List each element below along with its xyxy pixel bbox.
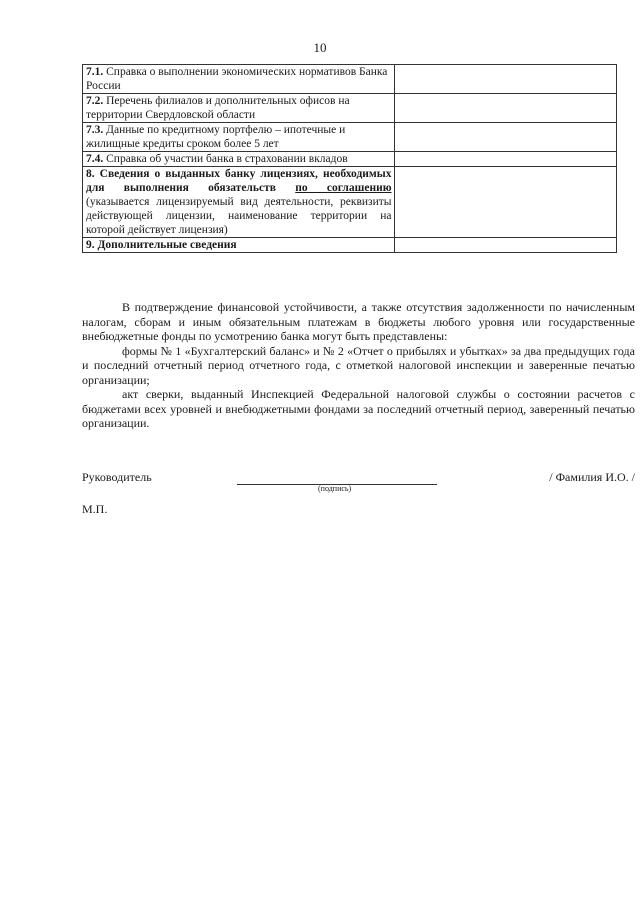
row-value-7-3 [395, 123, 617, 152]
row-number: 7.4. [86, 153, 104, 165]
table-row [83, 152, 617, 167]
signature-role: Руководитель [82, 470, 152, 484]
row-text: Справка об участии банка в страховании вкладов [103, 153, 348, 165]
financial-stability-text [82, 300, 635, 431]
row-label-7-3 [83, 123, 395, 152]
paragraph: формы № 1 «Бухгалтерский баланс» и № 2 «Отчет о прибылях и убытках» за два предыдущих года и последний отчетный период отчетного года, с отметкой налоговой инспекции и заверенные печатью организации; [82, 343, 635, 387]
stamp-place: М.П. [82, 502, 108, 516]
table-row [83, 65, 617, 94]
paragraph: В подтверждение финансовой устойчивости, а также отсутствия задолженности по начисленным налогам, сборам и иным обязательным платежам в бюджеты любого уровня или государственные внебюджетные фонды по усмотрению банка могут быть представлены: [82, 300, 635, 343]
row-8-bold-text: 8. Сведения о выданных банку лицензиях, необходимых для выполнения обязательств [86, 168, 392, 194]
row-value-7-4 [395, 152, 617, 167]
table-row [83, 94, 617, 123]
row-text: Справка о выполнении экономических нормативов Банка России [86, 66, 388, 92]
row-number: 7.2. [86, 95, 104, 107]
row-number: 7.1. [86, 66, 104, 78]
row-value-9 [395, 238, 617, 253]
paragraph: акт сверки, выданный Инспекцией Федеральной налоговой службы о состоянии расчетов с бюджетами всех уровней и внебюджетными фондами за последний отчетный период, заверенный печатью организации. [82, 387, 635, 430]
row-text: Перечень филиалов и дополнительных офисов на территории Свердловской области [86, 95, 350, 121]
row-label-8 [83, 167, 395, 238]
signature-name: / Фамилия И.О. / [549, 470, 635, 484]
row-text: Данные по кредитному портфелю – ипотечные и жилищные кредиты сроком более 5 лет [86, 124, 346, 150]
row-value-8 [395, 167, 617, 238]
row-label-7-4 [83, 152, 395, 167]
requirements-table [82, 64, 617, 253]
signature-block [82, 470, 635, 530]
signature-hint: (подпись) [318, 484, 352, 493]
row-number: 7.3. [86, 124, 104, 136]
row-label-7-2 [83, 94, 395, 123]
table-row [83, 123, 617, 152]
row-8-rest-text: (указывается лицензируемый вид деятельности, реквизиты действующей лицензии, наименование территории на которой действует лицензия) [86, 196, 392, 236]
row-8-underlined-text: по соглашению [295, 182, 392, 194]
page-number: 10 [313, 40, 327, 55]
row-value-7-2 [395, 94, 617, 123]
table-row [83, 238, 617, 253]
row-label-9: 9. Дополнительные сведения [83, 238, 395, 253]
row-value-7-1 [395, 65, 617, 94]
table-row [83, 167, 617, 238]
row-label-7-1 [83, 65, 395, 94]
